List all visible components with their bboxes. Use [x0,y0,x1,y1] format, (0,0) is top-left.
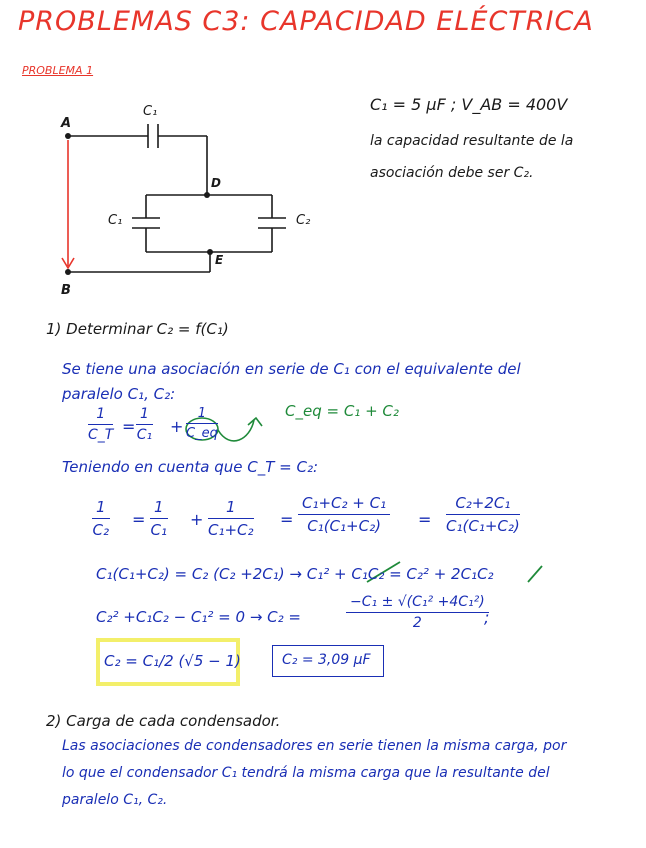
eq3: C₁(C₁+C₂) = C₂ (C₂ +2C₁) → C₁² + C₁C₂ = C₂² + 2C₁C₂ [96,565,494,583]
eq2-term3: $\frac{\text{C₁+C₂ + C₁}}{\text{C₁(C₁+C₂)}}$ [298,494,390,535]
eq1-lhs: $\frac{1}{C\_T}$ [88,406,114,443]
eq4-left: C₂² +C₁C₂ − C₁² = 0 → C₂ = [96,608,301,626]
part2-line-1: Las asociaciones de condensadores en serie tienen la misma carga, por [62,738,567,754]
node-label-a: A [61,116,72,131]
cap-label-c1-top: C₁ [143,104,158,119]
part2-line-3: paralelo C₁, C₂. [62,792,168,808]
eq2-plus: + [190,510,204,529]
given-values: C₁ = 5 μF ; V_AB = 400V [370,95,568,114]
node-label-b: B [61,283,71,298]
part1-text-1: Se tiene una asociación en serie de C₁ con el equivalente del [62,360,521,378]
result-formula: C₂ = C₁/2 (√5 − 1) [104,652,241,670]
eq2-term2: $\frac{1}{\text{C₁+C₂}}$ [208,498,254,539]
eq2-lhs: $\frac{1}{\text{C₂}}$ [92,498,110,539]
node-label-d: D [211,176,221,190]
eq4-tail: ; [484,608,490,627]
eq2-term4: $\frac{\text{C₂+2C₁}}{\text{C₁(C₁+C₂)}}$ [446,494,520,535]
eq2-equals-3: = [418,510,432,529]
given-note-1: la capacidad resultante de la [370,133,574,149]
cap-label-c2-right: C₂ [296,213,311,228]
problem-heading: PROBLEMA 1 [22,64,94,77]
result-value: C₂ = 3,09 μF [282,652,371,668]
eq1-equals: = [122,417,136,436]
page-title: PROBLEMAS C3: CAPACIDAD ELÉCTRICA [18,6,594,37]
eq2-equals-2: = [280,510,294,529]
eq2-term1: $\frac{1}{\text{C₁}}$ [150,498,168,539]
given-note-2: asociación debe ser C₂. [370,165,534,181]
part1-text-2: paralelo C₁, C₂: [62,385,176,403]
eq1-term1: $\frac{1}{\text{C₁}}$ [136,406,153,443]
eq1-plus: + [170,417,184,436]
cap-label-c1-left: C₁ [108,213,123,228]
part1-heading: 1) Determinar C₂ = f(C₁) [46,320,229,338]
eq4-quadratic-fraction: $\frac{\text{−C₁ ± √(C₁² +4C₁²)}}{2}$ [346,594,489,631]
node-label-e: E [215,253,224,267]
part1-intro2: Teniendo en cuenta que C_T = C₂: [62,458,319,476]
part2-line-2: lo que el condensador C₁ tendrá la misma carga que la resultante del [62,765,550,781]
eq2-equals-1: = [132,510,146,529]
eq1-term2: $\frac{1}{C\_eq}$ [186,406,218,441]
ceq-expression: C_eq = C₁ + C₂ [285,402,399,420]
part2-heading: 2) Carga de cada condensador. [46,712,281,730]
